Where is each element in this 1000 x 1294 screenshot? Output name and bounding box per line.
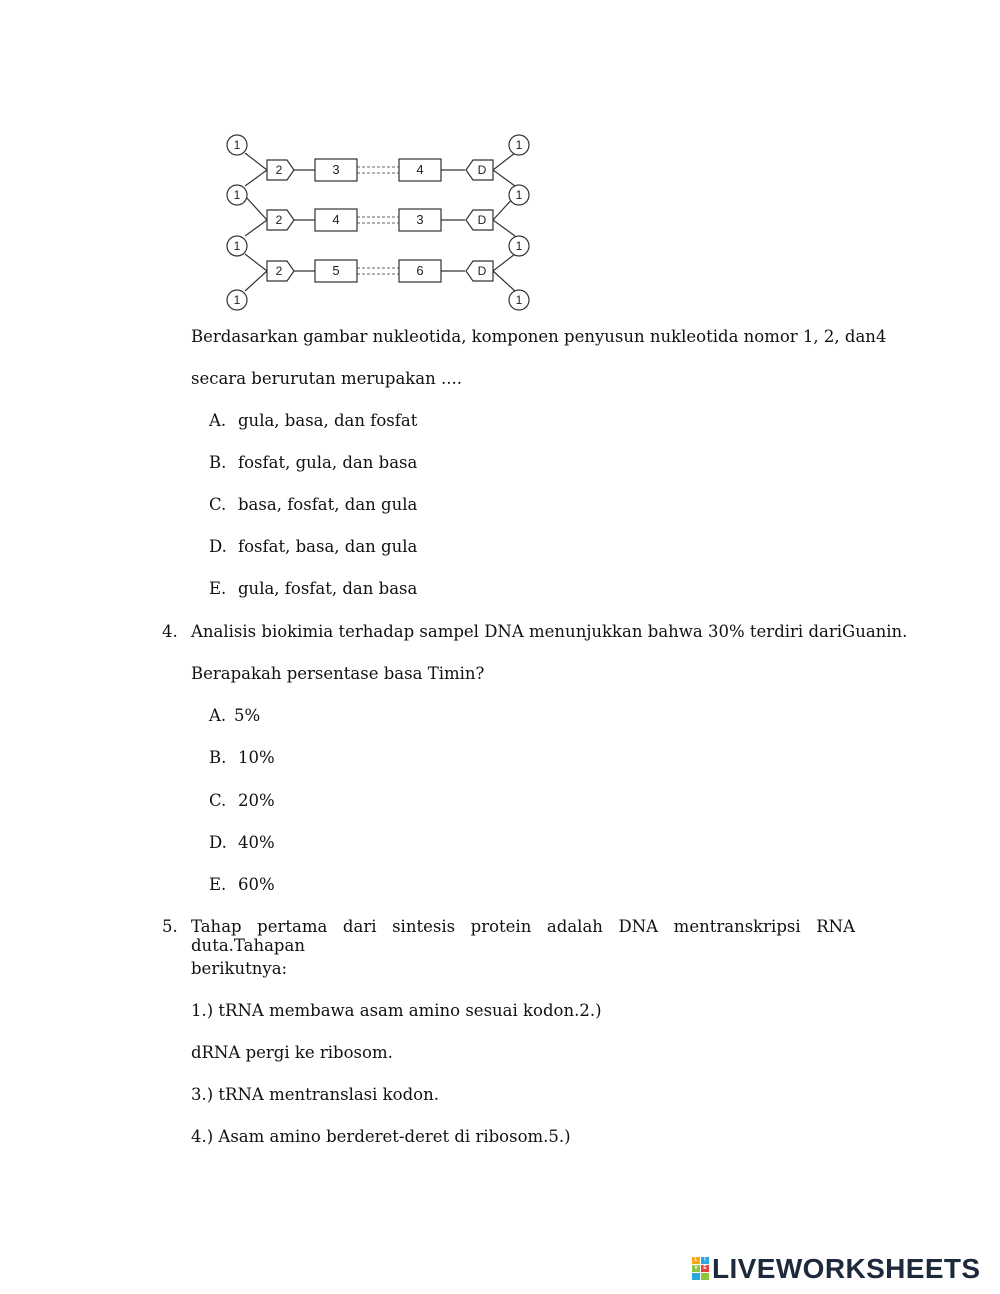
q4-option-letter: B. [209, 748, 227, 767]
logo-mark-letter: I [701, 1257, 709, 1264]
q4-option-a[interactable]: 5% [234, 706, 261, 725]
phosphate-label: 1 [233, 293, 241, 307]
phosphate-label: 1 [233, 188, 241, 202]
q4-option-letter: C. [209, 791, 227, 810]
q4-option-letter: E. [209, 875, 227, 894]
q4-option-d[interactable]: 40% [238, 833, 275, 852]
logo-mark-letter: V [692, 1265, 700, 1272]
phosphate-label: 1 [515, 239, 523, 253]
q3-option-letter: A. [209, 411, 227, 430]
base-label: 3 [416, 212, 424, 227]
q3-option-b[interactable]: fosfat, gula, dan basa [238, 453, 418, 472]
q3-option-letter: B. [209, 453, 227, 472]
q3-option-a[interactable]: gula, basa, dan fosfat [238, 411, 418, 430]
logo-mark-letter: L [692, 1257, 700, 1264]
q5-item: 1.) tRNA membawa asam amino sesuai kodon.2.) [191, 1001, 602, 1020]
sugar-label: 2 [275, 264, 283, 278]
sugar-label: 2 [275, 213, 283, 227]
q5-stem-line2: berikutnya: [191, 959, 288, 978]
q3-option-letter: D. [209, 537, 227, 556]
q5-number: 5. [162, 917, 178, 936]
base-label: 4 [332, 212, 340, 227]
q4-option-b[interactable]: 10% [238, 748, 275, 767]
q4-number: 4. [162, 622, 178, 641]
q3-stem-line2: secara berurutan merupakan .... [191, 369, 462, 388]
base-label: 3 [332, 162, 340, 177]
base-label: 6 [416, 263, 424, 278]
q3-option-letter: C. [209, 495, 227, 514]
q3-option-d[interactable]: fosfat, basa, dan gula [238, 537, 418, 556]
liveworksheets-logo[interactable] [692, 1254, 992, 1284]
q5-item: 4.) Asam amino berderet-deret di ribosom.5.) [191, 1127, 571, 1146]
q4-option-letter: A. [209, 706, 227, 725]
phosphate-label: 1 [515, 138, 523, 152]
q5-item: dRNA pergi ke ribosom. [191, 1043, 393, 1062]
nucleotide-diagram [215, 128, 545, 318]
sugar-label-right: D [477, 264, 487, 278]
q4-stem-line1: Analisis biokimia terhadap sampel DNA menunjukkan bahwa 30% terdiri dariGuanin. [191, 622, 908, 641]
q3-stem-line1: Berdasarkan gambar nukleotida, komponen penyusun nukleotida nomor 1, 2, dan4 [191, 327, 887, 346]
logo-mark-icon [692, 1257, 710, 1281]
base-label: 4 [416, 162, 424, 177]
sugar-label-right: D [477, 163, 487, 177]
q4-option-e[interactable]: 60% [238, 875, 275, 894]
logo-mark-letter: E [701, 1265, 709, 1272]
logo-text: LIVEWORKSHEETS [712, 1253, 981, 1284]
q3-option-e[interactable]: gula, fosfat, dan basa [238, 579, 418, 598]
base-label: 5 [332, 263, 340, 278]
phosphate-label: 1 [233, 239, 241, 253]
phosphate-label: 1 [515, 188, 523, 202]
q4-stem-line2: Berapakah persentase basa Timin? [191, 664, 485, 683]
q4-option-c[interactable]: 20% [238, 791, 275, 810]
sugar-label-right: D [477, 213, 487, 227]
phosphate-label: 1 [515, 293, 523, 307]
q5-item: 3.) tRNA mentranslasi kodon. [191, 1085, 439, 1104]
q4-option-letter: D. [209, 833, 227, 852]
sugar-label: 2 [275, 163, 283, 177]
phosphate-label: 1 [233, 138, 241, 152]
q3-option-c[interactable]: basa, fosfat, dan gula [238, 495, 418, 514]
q3-option-letter: E. [209, 579, 227, 598]
q5-stem-line1: Tahap pertama dari sintesis protein adalah DNA mentranskripsi RNA duta.Tahapan [191, 917, 855, 955]
